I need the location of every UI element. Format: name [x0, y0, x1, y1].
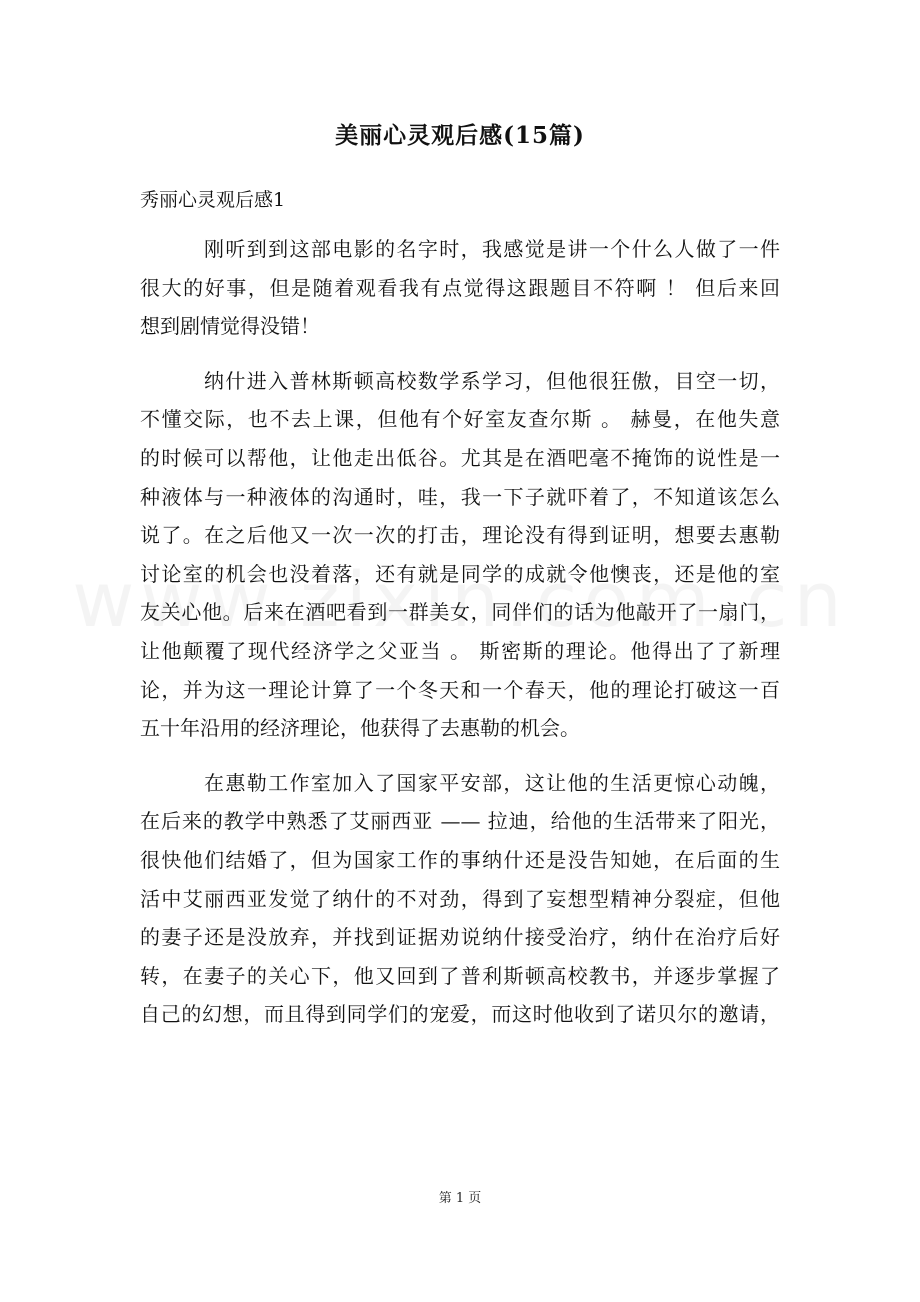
paragraph-gap	[140, 346, 780, 362]
text-line: 种液体与一种液体的沟通时，哇，我一下子就吓着了，不知道该怎么	[140, 484, 780, 509]
paragraph-gap	[140, 748, 780, 764]
text-line: 让他颠覆了现代经济学之父亚当 。 斯密斯的理论。他得出了了新理	[140, 638, 780, 663]
text-line: 不懂交际，也不去上课，但他有个好室友查尔斯 。 赫曼，在他失意	[140, 407, 780, 432]
text-line: 讨论室的机会也没着落，还有就是同学的成就令他懊丧，还是他的室	[140, 561, 780, 586]
text-line: 在惠勒工作室加入了国家平安部，这让他的生活更惊心动魄，	[204, 770, 780, 795]
text-line: 自己的幻想，而且得到同学们的宠爱，而这时他收到了诺贝尔的邀请，	[140, 1002, 780, 1027]
text-line: 在后来的教学中熟悉了艾丽西亚 —— 拉迪，给他的生活带来了阳光，	[140, 809, 780, 834]
text-line: 很快他们结婚了，但为国家工作的事纳什还是没告知她，在后面的生	[140, 847, 780, 872]
text-line: 纳什进入普林斯顿高校数学系学习，但他很狂傲，目空一切，	[204, 368, 780, 393]
document-title: 美丽心灵观后感(15篇)	[335, 122, 585, 149]
text-line: 的时候可以帮他，让他走出低谷。尤其是在酒吧毫不掩饰的说性是一	[140, 445, 780, 470]
text-line: 刚听到到这部电影的名字时，我感觉是讲一个什么人做了一件	[204, 237, 780, 261]
paragraph	[140, 764, 780, 1034]
text-line: 说了。在之后他又一次一次的打击，理论没有得到证明，想要去惠勒	[140, 523, 780, 548]
paragraph	[140, 362, 780, 748]
body-text	[140, 230, 780, 1034]
text-line: 很大的好事，但是随着观看我有点觉得这跟题目不符啊 ！ 但后来回	[140, 275, 780, 300]
paragraph	[140, 230, 780, 346]
text-line: 转，在妻子的关心下，他又回到了普利斯顿高校教书，并逐步掌握了	[140, 963, 780, 988]
text-line: 五十年沿用的经济理论，他获得了去惠勒的机会。	[140, 716, 580, 741]
section-heading: 秀丽心灵观后感1	[140, 189, 286, 211]
page-number: 第 1 页	[438, 1191, 482, 1206]
text-line: 论，并为这一理论计算了一个冬天和一个春天，他的理论打破这一百	[140, 677, 780, 702]
text-line: 活中艾丽西亚发觉了纳什的不对劲，得到了妄想型精神分裂症，但他	[140, 886, 780, 911]
text-line: 的妻子还是没放弃，并找到证据劝说纳什接受治疗，纳什在治疗后好	[140, 925, 780, 950]
text-line: 友关心他。后来在酒吧看到一群美女，同伴们的话为他敲开了一扇门，	[140, 600, 780, 625]
text-line: 想到剧情觉得没错！	[140, 314, 320, 339]
